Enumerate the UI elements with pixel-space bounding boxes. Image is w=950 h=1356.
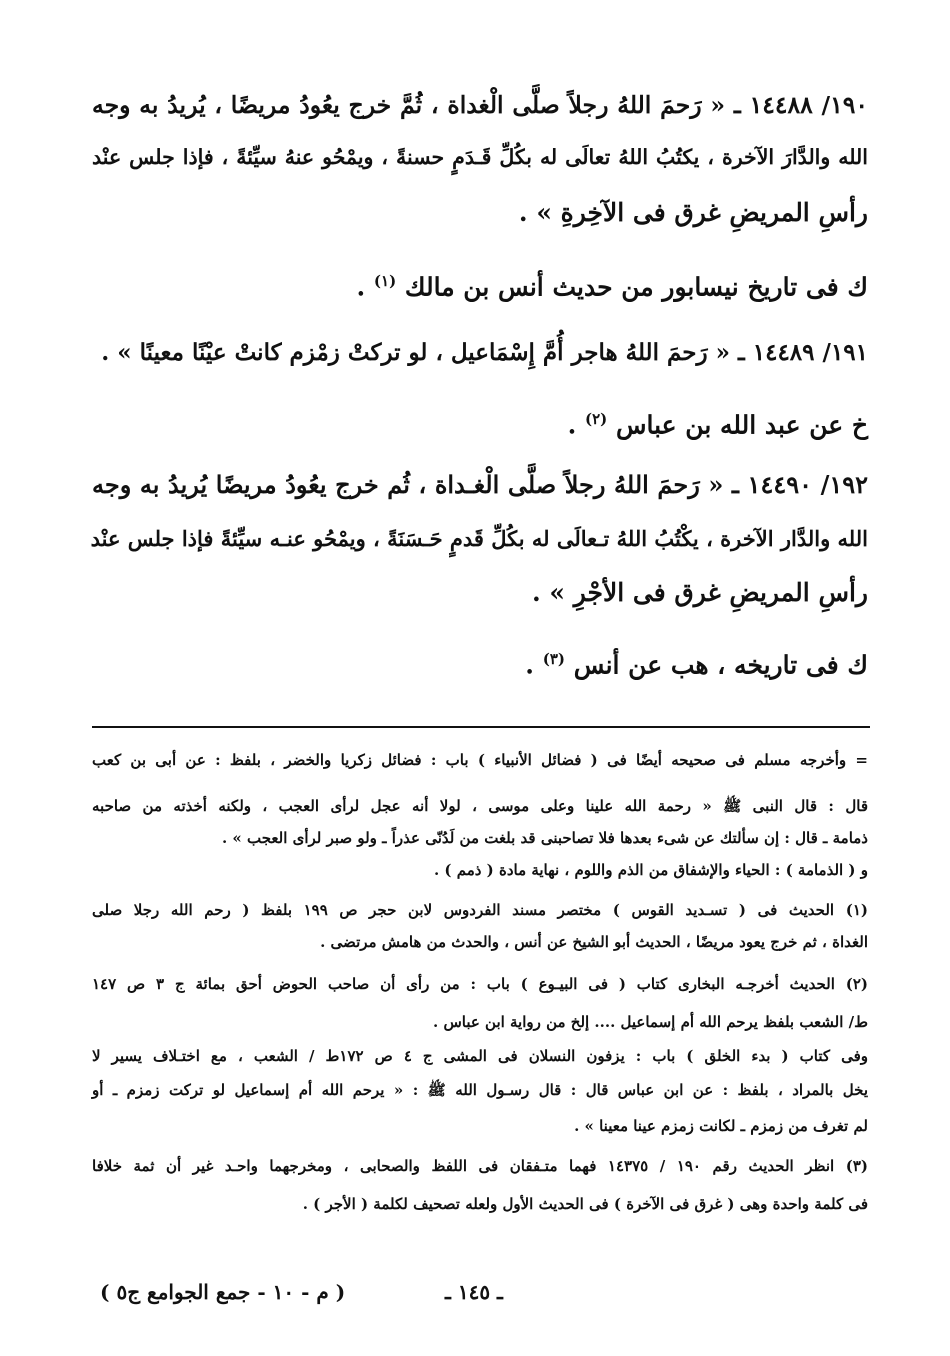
footnote-2-line-4: يخل بالمراد ، بلفظ : عن ابن عباس قال : قال رسـول الله ﷺ : « يرحم الله أم إسماعيل لو تركت زمزم ـ أو — [92, 1081, 868, 1099]
fn-wrap-8 — [92, 1012, 868, 1032]
footnote-1-line-1: (١) الحديث فى ( تسـديد القوس ) مختصر مسند الفردوس لابن حجر ص ١٩٩ بلفظ ( رحم الله رجلا صلى — [92, 901, 868, 919]
hadith-190-source-text: ك فى تاريخ نيسابور من حديث أنس بن مالك — [404, 272, 868, 302]
hadith-190 — [92, 90, 868, 120]
fn-wrap-5 — [92, 900, 868, 920]
hadith-192-line-2-wrap — [92, 524, 868, 554]
footnote-continuation-line-4: و ( الذمامة ) : الحياء والإشفاق من الذم واللوم ، نهاية مادة ( ذمم ) . — [433, 861, 868, 879]
hadith-191-source-text: خ عن عبد الله بن عباس — [615, 410, 868, 440]
book-signature: ( م - ١٠ - جمع الجوامع ج٥ ) — [100, 1280, 346, 1304]
footnote-2-line-3: وفى كتاب ( بدء الخلق ) باب : يزفون النسلان فى المشى ج ٤ ص ١٧٢ط / الشعب ، مع اختـلاف يسير لا — [92, 1047, 868, 1065]
hadith-192-source — [92, 644, 868, 680]
hadith-192-source-wrap — [92, 644, 868, 680]
hadith-192-line-1: ١٩٢/ ١٤٤٩٠ ـ « رَحمَ اللهُ رجلاً صلَّى الْغـداة ، ثُم خرج يعُودُ مريضًا يُريدُ به وجه — [92, 470, 869, 499]
hadith-191-source — [92, 404, 868, 440]
fn-wrap-10 — [92, 1080, 868, 1100]
hadith-192-line-2: الله والدَّار الآخرة ، يكْتُبُ اللهُ تـعالَى له بكُلِّ قَدمٍ حَـسَنَةً ، ويمْحُو عنـه سيِّئةً فإذا جلس عنْد — [90, 526, 868, 551]
fn-wrap-7 — [92, 974, 868, 994]
hadith-191-source-end: . — [567, 410, 585, 440]
page-footer — [100, 1280, 850, 1310]
hadith-190-source — [92, 266, 868, 302]
footnote-3-line-1: (٣) انظر الحديث رقم ١٩٠ / ١٤٣٧٥ فهما متـفقان فى اللفظ والصحابى ، ومخرجهما واحـد غير أن ثمة خلافا — [92, 1157, 868, 1175]
footnote-separator — [92, 726, 870, 728]
hadith-190-line-1: ١٩٠/ ١٤٤٨٨ ـ « رَحمَ اللهُ رجلاً صلَّى الْغداة ، ثُمَّ خرج يعُودُ مريضًا ، يُريدُ به وجه — [92, 91, 868, 119]
hadith-192-line-3: رأسِ المريضِ غرق فى الأجْرِ » . — [532, 578, 868, 607]
fn-wrap-2 — [92, 796, 868, 816]
fn-wrap-12 — [92, 1156, 868, 1176]
fn-wrap-9 — [92, 1046, 868, 1066]
page-number: ـ ١٤٥ ـ — [445, 1280, 503, 1304]
footnotes — [92, 750, 868, 770]
hadith-191 — [92, 338, 868, 368]
hadith-190-line-2: الله والدَّارَ الآخرة ، يكتُبُ اللهُ تعالَى له بكُلِّ قَـدَمٍ حسنةً ، ويمْحُو عنهُ سيِّئةً ، فإذا جلس عنْد — [92, 145, 868, 169]
hadith-190-source-end: . — [356, 272, 374, 302]
fn-wrap-13 — [92, 1194, 868, 1214]
footnote-mark-2: (٢) — [584, 410, 608, 428]
footnote-mark-1: (١) — [373, 272, 397, 290]
footnote-1-line-2: الغداة ، ثم خرج يعود مريضًا ، الحديث أبو الشيخ عن أنس ، والحدث من هامش مرتضى . — [320, 933, 868, 951]
fn-wrap-3 — [92, 828, 868, 848]
hadith-191-line-1: ١٩١/ ١٤٤٨٩ ـ « رَحمَ اللهُ هاجر أُمَّ إِسْمَاعيل ، لو تركتْ زمْزم كانتْ عيْنًا معينًا » . — [101, 339, 868, 366]
footnote-2-line-1: (٢) الحديث أخرجـه البخارى كتاب ( فى البيـوع ) باب : من رأى أن صاحب الحوض أحق بمائة ج ٣ ص ١٤٧ — [92, 975, 868, 993]
hadith-190-line-3: رأسِ المريضِ غرق فى الآخِرةِ » . — [518, 198, 868, 227]
footnote-3-line-2: فى كلمة واحدة وهى ( غرق فى الآخرة ) فى الحديث الأول ولعله تصحيف لكلمة ( الأجر ) . — [302, 1195, 868, 1213]
hadith-192-source-text: ك فى تاريخه ، هب عن أنس — [573, 650, 868, 680]
footnote-2-line-5: لم تغرف من زمزم ـ لكانت زمزم عينا معينا » . — [574, 1117, 868, 1135]
hadith-192-line-3-wrap — [92, 578, 868, 608]
fn-wrap-4 — [92, 860, 868, 880]
fn-wrap-11 — [92, 1116, 868, 1136]
fn-wrap-6 — [92, 932, 868, 952]
hadith-190-line-2-wrap — [92, 142, 868, 172]
hadith-191-source-wrap — [92, 404, 868, 440]
hadith-190-line-3-wrap — [92, 198, 868, 228]
footnote-continuation-line-2: قال : قال النبى ﷺ « رحمة الله علينا وعلى موسى ، لولا أنه عجل لرأى العجب ، ولكنه أخذته من صاحبه — [92, 797, 868, 815]
footnote-continuation-line-3: ذمامة ـ قال : إن سألتك عن شىء بعدها فلا تصاحبنى قد بلغت من لَدُنّى عذراً ـ ولو صبر لرأى العجب » . — [221, 829, 868, 847]
hadith-192-source-end: . — [525, 650, 543, 680]
hadith-190-source-wrap — [92, 266, 868, 302]
hadith-192 — [92, 470, 868, 500]
footnote-2-line-2: ط/ الشعب بلفظ يرحم الله أم إسماعيل .... إلخ من رواية ابن عباس . — [433, 1013, 868, 1031]
footnote-continuation-line-1: = وأخرجه مسلم فى صحيحه أيضًا فى ( فضائل الأنبياء ) باب : فضائل زكريا والخضر ، بلفظ : عن أبى بن كعب — [92, 751, 868, 769]
footnote-mark-3: (٣) — [542, 650, 565, 668]
